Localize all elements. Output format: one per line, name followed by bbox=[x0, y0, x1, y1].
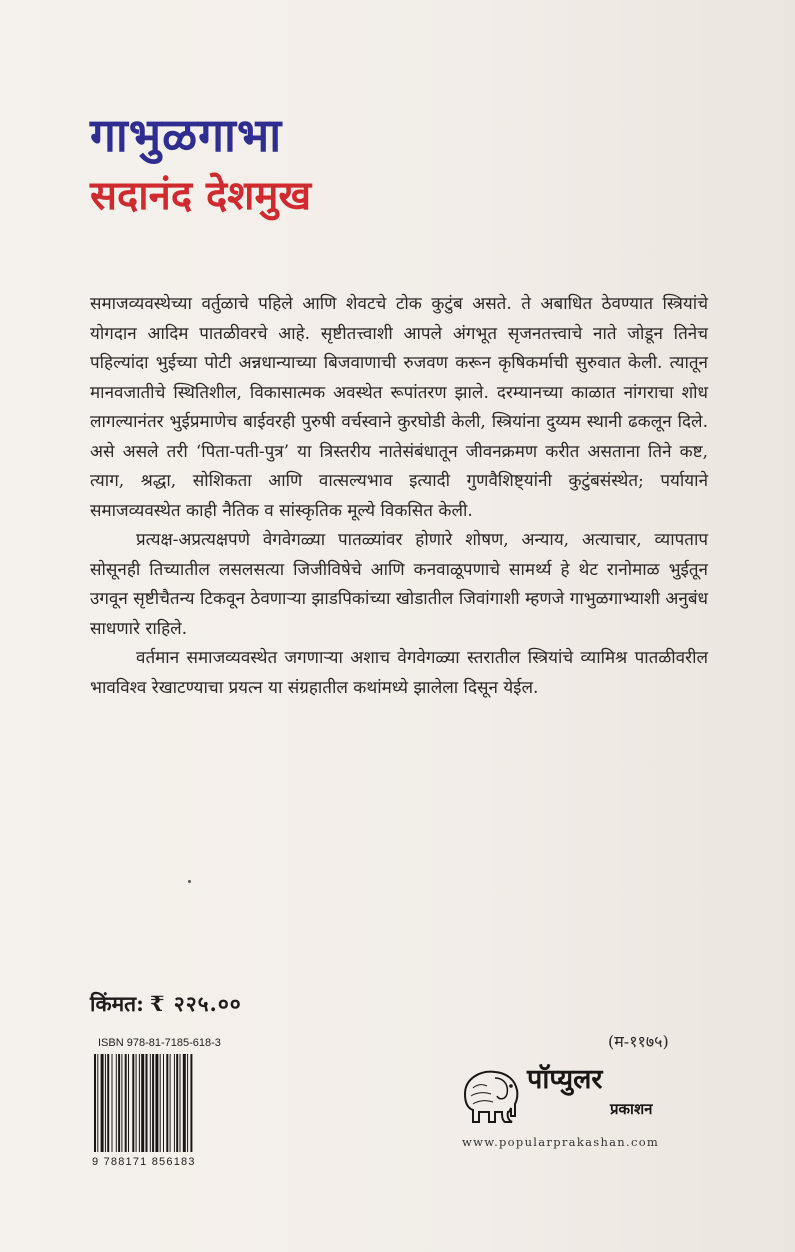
isbn-text: ISBN 978-81-7185-618-3 bbox=[98, 1037, 221, 1049]
blurb-text bbox=[90, 290, 708, 703]
book-title: गाभुळगाभा bbox=[90, 108, 283, 162]
price-label: किंमत: bbox=[90, 991, 144, 1016]
barcode-bars bbox=[92, 1054, 229, 1152]
catalog-code: (म-११७५) bbox=[608, 1032, 669, 1051]
barcode-number: 9 788171 856183 bbox=[92, 1156, 196, 1168]
blurb-paragraph: प्रत्यक्ष-अप्रत्यक्षपणे वेगवेगळ्या पातळ्यांवर होणारे शोषण, अन्याय, अत्याचार, व्यापताप सोसूनही तिच्यातील लसलसत्या जिजीविषेचे आणि कनवाळूपणाचे सामर्थ्य हे थेट रानोमाळ भुईतून उगवून सृष्टीचैतन्य टिकवून ठेवणाऱ्या झाडपिकांच्या खोडातील जिवांगाशी म्हणजे गाभुळगाभ्याशी अनुबंध साधणारे राहिले. bbox=[90, 530, 708, 639]
blurb-paragraph: वर्तमान समाजव्यवस्थेत जगणाऱ्या अशाच वेगवेगळ्या स्तरातील स्त्रियांचे व्यामिश्र पातळीवरील भावविश्व रेखाटण्याचा प्रयत्न या संग्रहातील कथांमध्ये झालेला दिसून येईल. bbox=[90, 648, 708, 698]
price-value: ₹ २२५.०० bbox=[149, 991, 242, 1016]
publisher-logo bbox=[455, 1062, 715, 1132]
stray-dot bbox=[188, 880, 191, 883]
publisher-name: पॉप्युलर bbox=[527, 1064, 603, 1095]
author-name: सदानंद देशमुख bbox=[90, 173, 312, 219]
blurb-paragraph: समाजव्यवस्थेच्या वर्तुळाचे पहिले आणि शेवटचे टोक कुटुंब असते. ते अबाधित ठेवण्यात स्त्रियांचे योगदान आदिम पातळीवरचे आहे. सृष्टीतत्त्वाशी आपले अंगभूत सृजनतत्त्वाचे नाते जोडून तिनेच पहिल्यांदा भुईच्या पोटी अन्नधान्याच्या बिजवाणाची रुजवण करून कृषिकर्माची सुरुवात केली. त्यातून मानवजातीचे स्थितिशील, विकासात्मक अवस्थेत रूपांतरण झाले. दरम्यानच्या काळात नांगराचा शोध लागल्यानंतर भुईप्रमाणेच बाईवरही पुरुषी वर्चस्वाने कुरघोडी केली, स्त्रियांना दुय्यम स्थानी ढकलून दिले. असे असले तरी ‘पिता-पती-पुत्र’ या त्रिस्तरीय नातेसंबंधातून जीवनक्रमण करीत असताना तिने कष्ट, त्याग, श्रद्धा, सोशिकता आणि वात्सल्यभाव इत्यादी गुणवैशिष्ट्यांनी कुटुंबसंस्थेत; पर्यायाने समाजव्यवस्थेत काही नैतिक व सांस्कृतिक मूल्ये विकसित केली. bbox=[90, 294, 708, 521]
price bbox=[90, 990, 242, 1018]
elephant-icon bbox=[455, 1064, 523, 1126]
barcode bbox=[92, 1054, 229, 1152]
publisher-subtitle: प्रकाशन bbox=[610, 1100, 653, 1118]
publisher-website: www.popularprakashan.com bbox=[462, 1135, 660, 1149]
